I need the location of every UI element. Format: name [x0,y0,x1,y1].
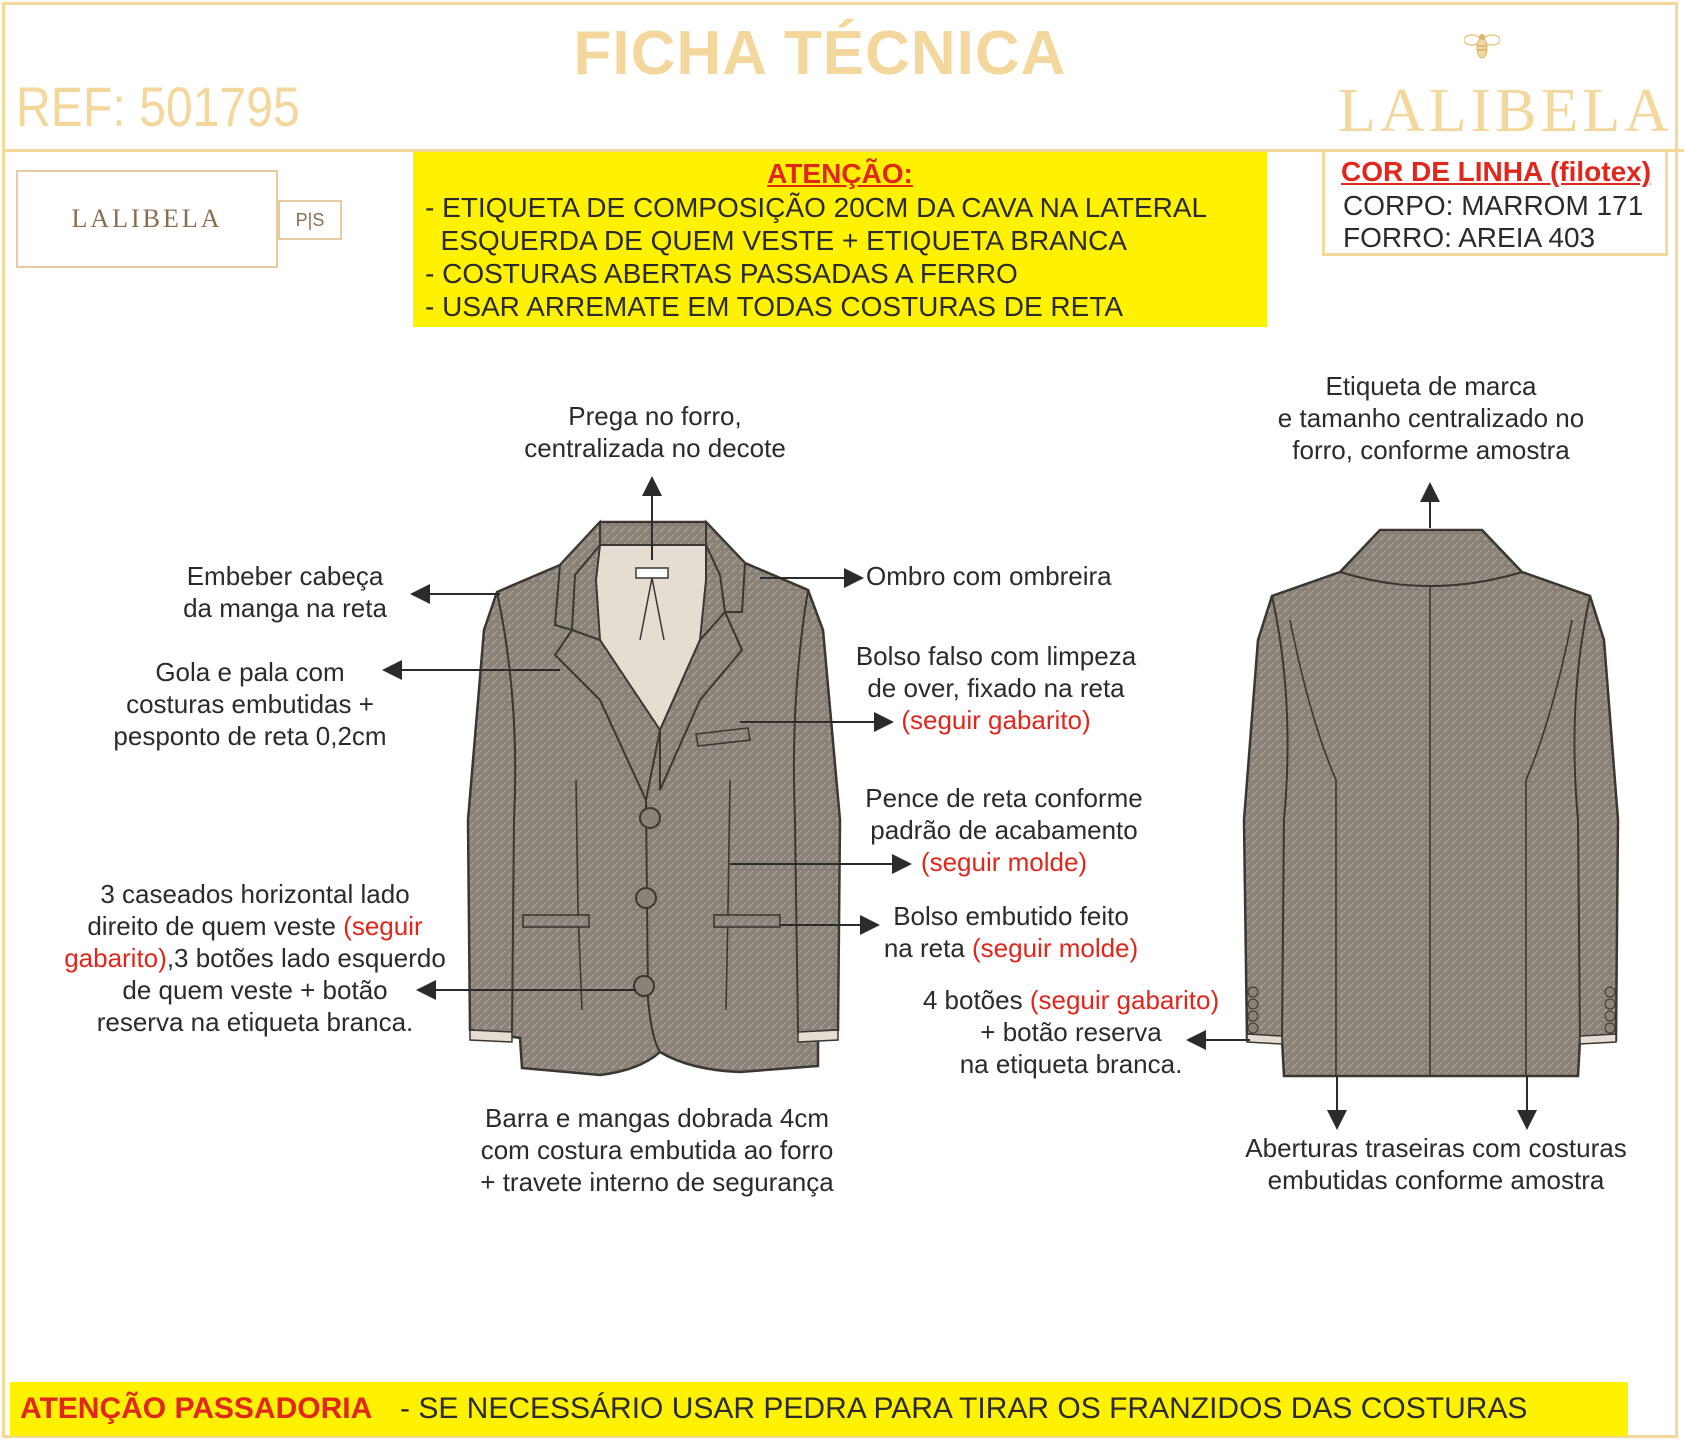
note-aberturas-traseiras: Aberturas traseiras com costuras embutidas conforme amostra [1245,1133,1627,1195]
note-embeber-manga: Embeber cabeça da manga na reta [183,561,387,623]
attention-line: - ETIQUETA DE COMPOSIÇÃO 20CM DA CAVA NA LATERAL [425,192,1208,223]
brand-wordmark: LALIBELA [1338,77,1674,145]
page-title: FICHA TÉCNICA [573,19,1067,88]
note-bolso-embutido: Bolso embutido feito na reta (seguir molde) [883,901,1139,963]
brand-label-logo: LALIBELA [16,170,278,268]
attention-line: - COSTURAS ABERTAS PASSADAS A FERRO [425,258,1018,289]
note-etiqueta-marca: Etiqueta de marca e tamanho centralizado no forro, conforme amostra [1277,371,1585,465]
note-4-botoes: 4 botões (seguir gabarito) + botão reserva na etiqueta branca. [922,985,1220,1079]
back-jacket-drawing [1244,530,1618,1076]
thread-lining: FORRO: AREIA 403 [1343,222,1596,253]
attention-title: ATENÇÃO: [767,158,913,189]
thread-body: CORPO: MARROM 171 [1343,190,1644,221]
note-ombro: Ombro com ombreira [866,561,1112,591]
note-bolso-falso: Bolso falso com limpeza de over, fixado na reta (seguir gabarito) [855,641,1137,735]
size-tag: P|S [278,200,342,240]
footer-alert-label: ATENÇÃO PASSADORIA [20,1392,373,1425]
note-prega-forro: Prega no forro, centralizada no decote [524,401,786,463]
note-caseados: 3 caseados horizontal lado direito de quem veste (seguir gabarito),3 botões lado esquerdo de quem veste + botão reserva na etiqueta branca. [64,879,446,1037]
attention-line: ESQUERDA DE QUEM VESTE + ETIQUETA BRANCA [425,225,1127,256]
thread-title: COR DE LINHA (filotex) [1341,156,1652,187]
note-gola-pala: Gola e pala com costuras embutidas + pesponto de reta 0,2cm [113,657,387,751]
reference-code: REF: 501795 [16,75,300,138]
footer-alert-bar [10,1382,1628,1436]
footer-alert-text: - SE NECESSÁRIO USAR PEDRA PARA TIRAR OS FRANZIDOS DAS COSTURAS [400,1392,1528,1425]
note-pence: Pence de reta conforme padrão de acabamento (seguir molde) [865,783,1143,877]
note-barra-mangas: Barra e mangas dobrada 4cm com costura embutida ao forro + travete interno de segurança [480,1103,834,1197]
attention-line: - USAR ARREMATE EM TODAS COSTURAS DE RETA [425,291,1124,322]
front-jacket-drawing [468,522,840,1075]
